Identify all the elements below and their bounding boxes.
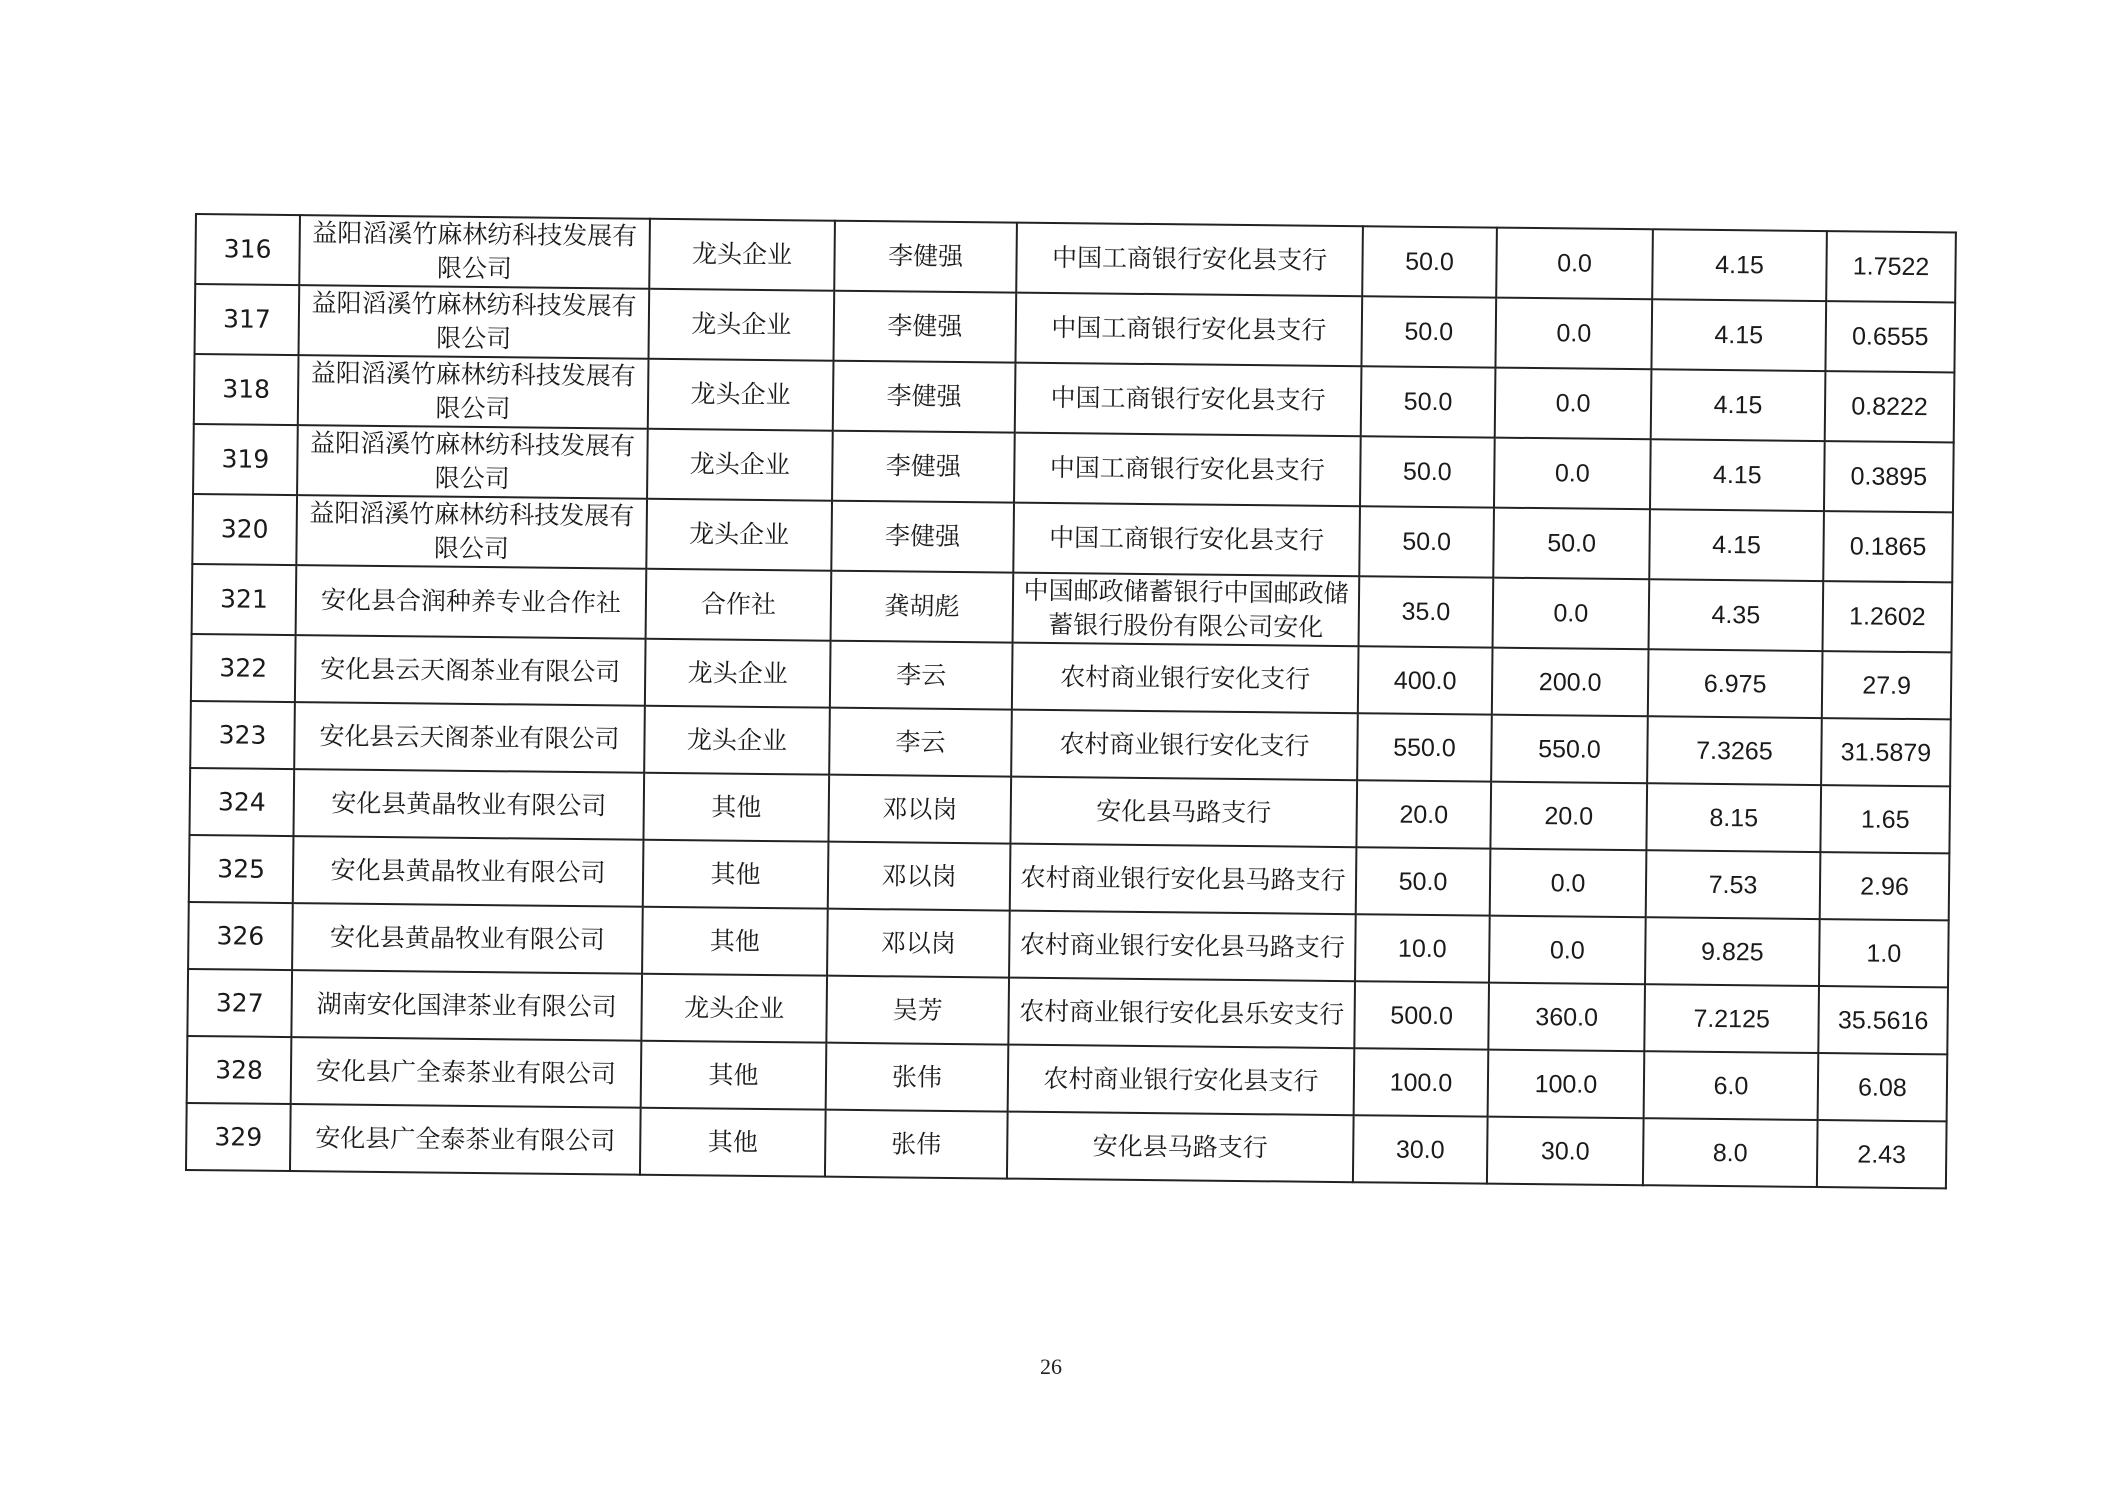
interest-amount-cell: 27.9 xyxy=(1822,651,1952,719)
row-number-cell: 329 xyxy=(186,1103,291,1171)
loan-amount-cell: 50.0 xyxy=(1360,436,1495,507)
page-number: 26 xyxy=(1040,1354,1062,1379)
entity-type-cell: 其他 xyxy=(641,1041,827,1110)
row-number-cell: 328 xyxy=(187,1036,292,1104)
legal-representative-cell: 张伟 xyxy=(826,1043,1009,1112)
row-number-cell: 327 xyxy=(187,969,292,1037)
company-name-cell: 安化县云天阁茶业有限公司 xyxy=(294,702,645,773)
legal-representative-cell: 李健强 xyxy=(833,291,1016,363)
row-number-cell: 320 xyxy=(192,494,297,565)
loan-amount-cell: 50.0 xyxy=(1362,226,1497,297)
loan-balance-cell: 550.0 xyxy=(1491,715,1648,784)
interest-amount-cell: 1.2602 xyxy=(1823,581,1953,652)
loan-balance-cell: 0.0 xyxy=(1496,228,1653,300)
company-name-cell: 益阳滔溪竹麻林纺科技发展有限公司 xyxy=(297,425,648,499)
row-number-cell: 325 xyxy=(189,835,294,903)
lending-bank-cell: 中国邮政储蓄银行中国邮政储蓄银行股份有限公司安化 xyxy=(1013,573,1360,647)
loan-balance-cell: 200.0 xyxy=(1492,648,1649,717)
lending-bank-cell: 中国工商银行安化县支行 xyxy=(1015,293,1362,367)
loan-amount-cell: 50.0 xyxy=(1359,506,1494,577)
lending-bank-cell: 中国工商银行安化县支行 xyxy=(1015,363,1362,437)
entity-type-cell: 合作社 xyxy=(646,569,832,641)
interest-amount-cell: 0.8222 xyxy=(1825,371,1955,442)
lending-bank-cell: 安化县马路支行 xyxy=(1010,777,1357,848)
interest-rate-cell: 4.15 xyxy=(1649,509,1824,581)
lending-bank-cell: 农村商业银行安化县马路支行 xyxy=(1010,844,1357,915)
interest-amount-cell: 2.43 xyxy=(1817,1120,1947,1188)
legal-representative-cell: 李云 xyxy=(830,641,1013,710)
interest-rate-cell: 4.15 xyxy=(1650,439,1825,511)
lending-bank-cell: 农村商业银行安化支行 xyxy=(1012,643,1359,714)
loan-balance-cell: 20.0 xyxy=(1490,782,1647,851)
interest-rate-cell: 7.2125 xyxy=(1644,984,1819,1053)
legal-representative-cell: 邓以岗 xyxy=(828,775,1011,844)
loan-balance-cell: 100.0 xyxy=(1488,1050,1645,1119)
loan-amount-cell: 100.0 xyxy=(1354,1048,1489,1116)
interest-rate-cell: 4.15 xyxy=(1652,229,1827,301)
company-name-cell: 安化县合润种养专业合作社 xyxy=(296,565,647,639)
company-name-cell: 湖南安化国津茶业有限公司 xyxy=(291,970,642,1041)
lending-bank-cell: 安化县马路支行 xyxy=(1007,1112,1354,1183)
interest-rate-cell: 8.0 xyxy=(1643,1118,1818,1187)
company-name-cell: 安化县云天阁茶业有限公司 xyxy=(295,635,646,706)
loan-balance-cell: 0.0 xyxy=(1494,438,1651,510)
entity-type-cell: 龙头企业 xyxy=(647,429,833,501)
company-name-cell: 安化县黄晶牧业有限公司 xyxy=(293,769,644,840)
lending-bank-cell: 农村商业银行安化县支行 xyxy=(1008,1045,1355,1116)
loan-amount-cell: 50.0 xyxy=(1361,296,1496,367)
lending-bank-cell: 农村商业银行安化县马路支行 xyxy=(1009,911,1356,982)
interest-amount-cell: 2.96 xyxy=(1820,852,1950,920)
interest-amount-cell: 31.5879 xyxy=(1821,718,1951,786)
row-number-cell: 324 xyxy=(189,768,294,836)
interest-amount-cell: 6.08 xyxy=(1818,1053,1948,1121)
legal-representative-cell: 龚胡彪 xyxy=(831,571,1014,643)
loan-amount-cell: 20.0 xyxy=(1356,780,1491,848)
lending-bank-cell: 中国工商银行安化县支行 xyxy=(1016,223,1363,297)
loan-balance-cell: 0.0 xyxy=(1490,849,1647,918)
lending-bank-cell: 中国工商银行安化县支行 xyxy=(1013,503,1360,577)
loan-balance-cell: 30.0 xyxy=(1487,1117,1644,1186)
loan-balance-cell: 0.0 xyxy=(1495,368,1652,440)
row-number-cell: 318 xyxy=(194,354,299,425)
loan-amount-cell: 50.0 xyxy=(1356,847,1491,915)
interest-rate-cell: 6.975 xyxy=(1648,649,1823,718)
interest-rate-cell: 7.3265 xyxy=(1647,716,1822,785)
loan-amount-cell: 35.0 xyxy=(1359,576,1494,647)
entity-type-cell: 其他 xyxy=(640,1108,826,1177)
loan-table-body xyxy=(186,214,1956,1188)
company-name-cell: 益阳滔溪竹麻林纺科技发展有限公司 xyxy=(299,215,650,289)
loan-amount-cell: 400.0 xyxy=(1358,646,1493,714)
company-name-cell: 安化县黄晶牧业有限公司 xyxy=(293,836,644,907)
entity-type-cell: 其他 xyxy=(643,773,829,842)
company-name-cell: 益阳滔溪竹麻林纺科技发展有限公司 xyxy=(296,495,647,569)
lending-bank-cell: 中国工商银行安化县支行 xyxy=(1014,433,1361,507)
lending-bank-cell: 农村商业银行安化支行 xyxy=(1011,710,1358,781)
loan-amount-cell: 30.0 xyxy=(1353,1115,1488,1183)
entity-type-cell: 龙头企业 xyxy=(645,639,831,708)
row-number-cell: 326 xyxy=(188,902,293,970)
row-number-cell: 321 xyxy=(192,564,297,635)
loan-balance-cell: 0.0 xyxy=(1495,298,1652,370)
interest-rate-cell: 4.15 xyxy=(1651,299,1826,371)
loan-balance-cell: 50.0 xyxy=(1493,508,1650,580)
interest-rate-cell: 4.35 xyxy=(1649,579,1824,651)
entity-type-cell: 龙头企业 xyxy=(649,219,835,291)
loan-amount-cell: 550.0 xyxy=(1357,713,1492,781)
interest-rate-cell: 4.15 xyxy=(1651,369,1826,441)
loan-table-sheet xyxy=(185,213,1955,1189)
entity-type-cell: 龙头企业 xyxy=(648,359,834,431)
entity-type-cell: 其他 xyxy=(642,907,828,976)
loan-amount-cell: 50.0 xyxy=(1361,366,1496,437)
interest-rate-cell: 8.15 xyxy=(1646,783,1821,852)
interest-rate-cell: 9.825 xyxy=(1645,917,1820,986)
legal-representative-cell: 张伟 xyxy=(825,1110,1008,1179)
entity-type-cell: 龙头企业 xyxy=(644,706,830,775)
legal-representative-cell: 李健强 xyxy=(833,361,1016,433)
interest-rate-cell: 7.53 xyxy=(1646,850,1821,919)
row-number-cell: 316 xyxy=(195,214,300,285)
loan-balance-cell: 0.0 xyxy=(1489,916,1646,985)
interest-amount-cell: 0.3895 xyxy=(1824,441,1954,512)
interest-rate-cell: 6.0 xyxy=(1644,1051,1819,1120)
legal-representative-cell: 李健强 xyxy=(832,431,1015,503)
interest-amount-cell: 1.7522 xyxy=(1826,231,1956,302)
legal-representative-cell: 李云 xyxy=(829,708,1012,777)
row-number-cell: 319 xyxy=(193,424,298,495)
interest-amount-cell: 1.0 xyxy=(1819,919,1949,987)
interest-amount-cell: 0.6555 xyxy=(1825,301,1955,372)
loan-balance-cell: 360.0 xyxy=(1488,983,1645,1052)
legal-representative-cell: 邓以岗 xyxy=(828,842,1011,911)
entity-type-cell: 其他 xyxy=(643,840,829,909)
loan-amount-cell: 10.0 xyxy=(1355,914,1490,982)
company-name-cell: 益阳滔溪竹麻林纺科技发展有限公司 xyxy=(298,355,649,429)
interest-amount-cell: 1.65 xyxy=(1820,785,1950,853)
entity-type-cell: 龙头企业 xyxy=(641,974,827,1043)
row-number-cell: 323 xyxy=(190,701,295,769)
legal-representative-cell: 邓以岗 xyxy=(827,909,1010,978)
legal-representative-cell: 李健强 xyxy=(834,221,1017,293)
company-name-cell: 安化县广全泰茶业有限公司 xyxy=(291,1037,642,1108)
lending-bank-cell: 农村商业银行安化县乐安支行 xyxy=(1008,978,1355,1049)
interest-amount-cell: 35.5616 xyxy=(1818,986,1948,1054)
row-number-cell: 322 xyxy=(191,634,296,702)
entity-type-cell: 龙头企业 xyxy=(648,289,834,361)
loan-table xyxy=(185,213,1957,1189)
entity-type-cell: 龙头企业 xyxy=(646,499,832,571)
loan-balance-cell: 0.0 xyxy=(1493,578,1650,650)
company-name-cell: 安化县黄晶牧业有限公司 xyxy=(292,903,643,974)
company-name-cell: 益阳滔溪竹麻林纺科技发展有限公司 xyxy=(299,285,650,359)
interest-amount-cell: 0.1865 xyxy=(1823,511,1953,582)
row-number-cell: 317 xyxy=(195,284,300,355)
loan-amount-cell: 500.0 xyxy=(1354,981,1489,1049)
company-name-cell: 安化县广全泰茶业有限公司 xyxy=(290,1104,641,1175)
legal-representative-cell: 李健强 xyxy=(831,501,1014,573)
legal-representative-cell: 吴芳 xyxy=(826,976,1009,1045)
